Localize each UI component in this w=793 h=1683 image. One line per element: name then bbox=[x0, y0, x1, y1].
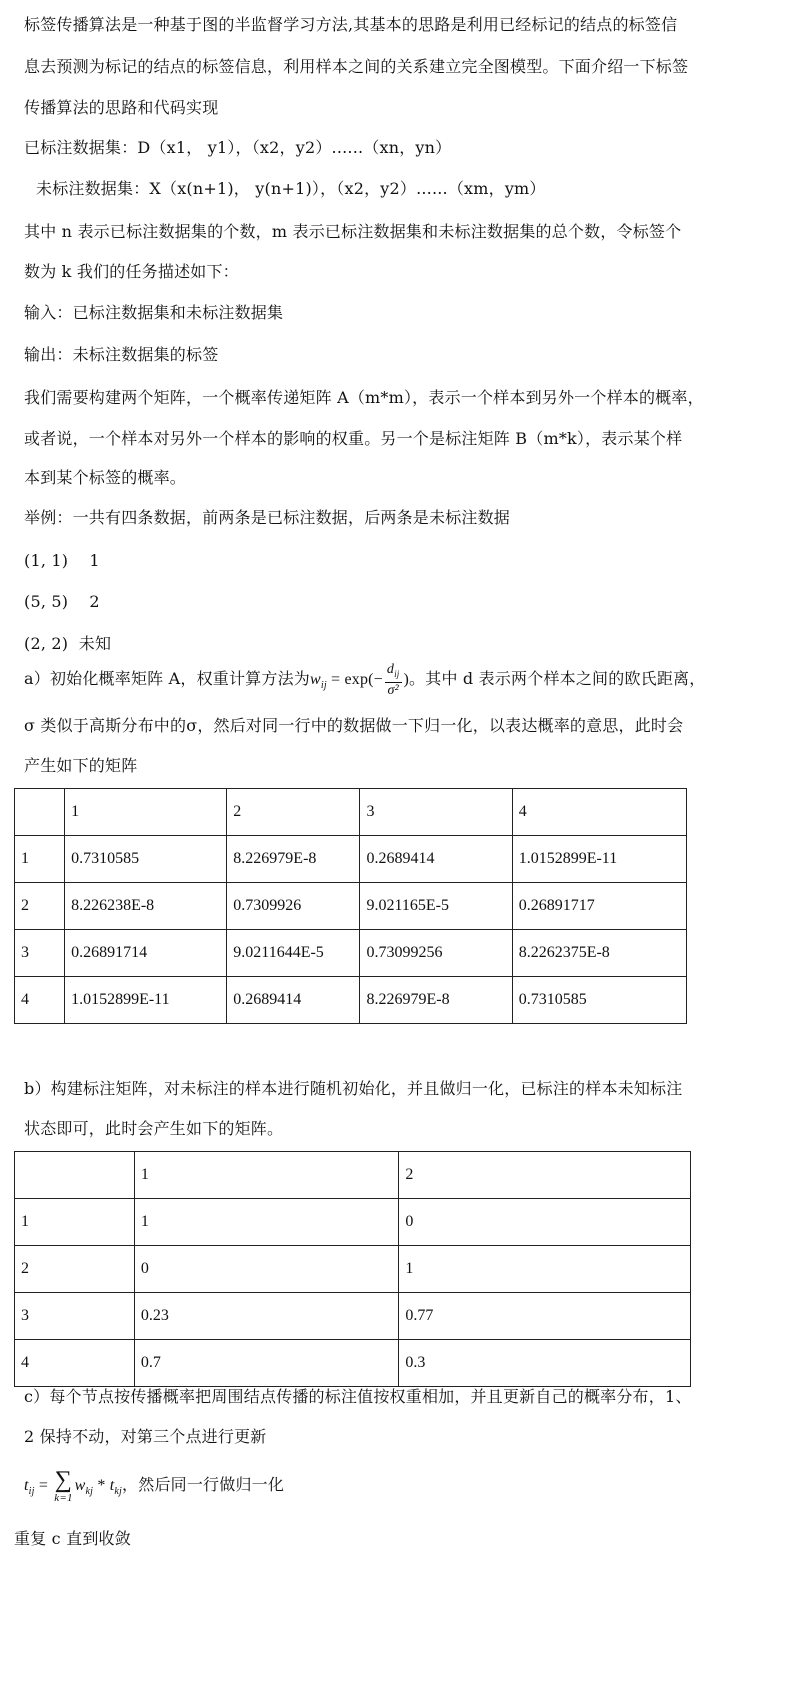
matrix-a-header-cell: 4 bbox=[512, 789, 686, 836]
matrix-a-cell: 8.2262375E-8 bbox=[512, 930, 686, 977]
matrix-b-cell: 2 bbox=[15, 1246, 135, 1293]
matrix-a-cell: 1.0152899E-11 bbox=[512, 836, 686, 883]
matrix-a-header-cell: 1 bbox=[65, 789, 227, 836]
data-point-2: (5, 5) 2 bbox=[24, 592, 100, 611]
matrix-b-cell: 1 bbox=[399, 1246, 691, 1293]
matrix-a-cell: 8.226238E-8 bbox=[65, 883, 227, 930]
matrix-b-cell: 1 bbox=[134, 1199, 399, 1246]
matrix-b-cell: 0.3 bbox=[399, 1340, 691, 1387]
step-c-line-2: 2 保持不动，对第三个点进行更新 bbox=[24, 1427, 267, 1446]
formula-denominator: σ² bbox=[387, 682, 399, 698]
matrix-b-cell: 4 bbox=[15, 1340, 135, 1387]
summation-sign: ∑ bbox=[54, 1467, 73, 1494]
matrix-a-cell: 0.2689414 bbox=[227, 977, 360, 1024]
matrix-a-cell: 0.26891717 bbox=[512, 883, 686, 930]
matrix-a-cell: 1.0152899E-11 bbox=[65, 977, 227, 1024]
formula-equals: = bbox=[34, 1477, 53, 1494]
formula-fraction bbox=[385, 662, 402, 699]
matrix-description-line-1: 我们需要构建两个矩阵，一个概率传递矩阵 A（m*m），表示一个样本到另外一个样本的概率， bbox=[24, 388, 704, 407]
matrix-b-row bbox=[15, 1293, 691, 1340]
formula-w-sub: ij bbox=[320, 680, 327, 692]
matrix-a-cell: 4 bbox=[15, 977, 65, 1024]
matrix-a-row bbox=[15, 930, 687, 977]
matrix-a-row bbox=[15, 836, 687, 883]
matrix-b-row bbox=[15, 1246, 691, 1293]
data-point-1: (1, 1) 1 bbox=[24, 551, 100, 570]
matrix-b-cell: 0.7 bbox=[134, 1340, 399, 1387]
matrix-b-cell: 0.77 bbox=[399, 1293, 691, 1340]
step-a-prefix: a）初始化概率矩阵 A，权重计算方法为 bbox=[24, 669, 310, 689]
labeled-dataset-line: 已标注数据集：D（x1， y1），（x2，y2）......（xn，yn） bbox=[24, 138, 452, 157]
matrix-a-cell: 1 bbox=[15, 836, 65, 883]
step-a-line-2: σ 类似于高斯分布中的σ，然后对同一行中的数据做一下归一化，以表达概率的意思，此时会 bbox=[24, 716, 684, 735]
update-formula bbox=[24, 1467, 123, 1505]
input-line: 输入：已标注数据集和未标注数据集 bbox=[24, 303, 284, 322]
matrix-a-cell: 0.2689414 bbox=[360, 836, 512, 883]
matrix-a-cell: 3 bbox=[15, 930, 65, 977]
formula-close: ) bbox=[403, 671, 410, 689]
formula-numerator-sub: ij bbox=[394, 668, 400, 679]
label-matrix-table bbox=[14, 1151, 691, 1387]
summation bbox=[54, 1468, 72, 1504]
matrix-b-cell: 3 bbox=[15, 1293, 135, 1340]
matrix-a-cell: 8.226979E-8 bbox=[360, 977, 512, 1024]
step-a-line-1 bbox=[24, 662, 705, 703]
step-b-line-2: 状态即可，此时会产生如下的矩阵。 bbox=[24, 1119, 284, 1138]
probability-matrix-table bbox=[14, 788, 687, 1024]
matrix-b-header-cell bbox=[15, 1152, 135, 1199]
matrix-a-row bbox=[15, 977, 687, 1024]
matrix-b-row bbox=[15, 1340, 691, 1387]
matrix-a-header-cell: 2 bbox=[227, 789, 360, 836]
matrix-description-line-2: 或者说，一个样本对另外一个样本的影响的权重。另一个是标注矩阵 B（m*k），表示某个样 bbox=[24, 429, 683, 448]
summation-sub: k=1 bbox=[54, 1492, 73, 1505]
matrix-a-cell: 0.26891714 bbox=[65, 930, 227, 977]
intro-line-3: 传播算法的思路和代码实现 bbox=[24, 98, 219, 117]
step-c-formula-line bbox=[24, 1462, 284, 1515]
matrix-a-header-cell bbox=[15, 789, 65, 836]
matrix-a-cell: 0.7309926 bbox=[227, 883, 360, 930]
formula-t-sub: ij bbox=[28, 1486, 35, 1498]
output-line: 输出：未标注数据集的标签 bbox=[24, 345, 219, 364]
unlabeled-dataset-line: 未标注数据集：X（x(n+1)， y(n+1)），（x2，y2）......（xm，ym） bbox=[36, 179, 546, 198]
formula-weight-sub: kj bbox=[85, 1486, 94, 1498]
formula-label: t bbox=[109, 1477, 115, 1494]
description-line-2: 数为 k 我们的任务描述如下： bbox=[24, 262, 239, 281]
matrix-b-header-row bbox=[15, 1152, 691, 1199]
matrix-a-cell: 0.7310585 bbox=[65, 836, 227, 883]
formula-numerator: d bbox=[386, 662, 395, 677]
matrix-a-header-row bbox=[15, 789, 687, 836]
weight-formula bbox=[309, 662, 410, 698]
intro-line-1: 标签传播算法是一种基于图的半监督学习方法,其基本的思路是利用已经标记的结点的标签信 bbox=[24, 15, 678, 34]
matrix-a-cell: 9.021165E-5 bbox=[360, 883, 512, 930]
formula-exp: = exp(− bbox=[326, 671, 383, 689]
formula-times: * bbox=[93, 1477, 110, 1494]
matrix-b-cell: 0.23 bbox=[134, 1293, 399, 1340]
step-c-formula-suffix: ，然后同一行做归一化 bbox=[122, 1475, 285, 1494]
formula-label-sub: kj bbox=[114, 1486, 123, 1498]
intro-line-2: 息去预测为标记的结点的标签信息，利用样本之间的关系建立完全图模型。下面介绍一下标签 bbox=[24, 57, 689, 76]
matrix-b-row bbox=[15, 1199, 691, 1246]
matrix-b-header-cell: 2 bbox=[399, 1152, 691, 1199]
formula-weight: w bbox=[74, 1477, 86, 1494]
example-line: 举例：一共有四条数据，前两条是已标注数据，后两条是未标注数据 bbox=[24, 508, 511, 527]
step-a-suffix: 。其中 d 表示两个样本之间的欧氏距离， bbox=[409, 669, 706, 689]
matrix-b-cell: 0 bbox=[134, 1246, 399, 1293]
matrix-b-cell: 1 bbox=[15, 1199, 135, 1246]
description-line-1: 其中 n 表示已标注数据集的个数，m 表示已标注数据集和未标注数据集的总个数，令标签个 bbox=[24, 222, 682, 241]
matrix-a-row bbox=[15, 883, 687, 930]
step-a-line-3: 产生如下的矩阵 bbox=[24, 756, 138, 775]
formula-t: t bbox=[24, 1477, 29, 1494]
data-point-3: (2, 2) 未知 bbox=[24, 634, 112, 653]
matrix-a-header-cell: 3 bbox=[360, 789, 512, 836]
formula-w: w bbox=[309, 671, 321, 689]
matrix-description-line-3: 本到某个标签的概率。 bbox=[24, 468, 187, 487]
matrix-a-cell: 8.226979E-8 bbox=[227, 836, 360, 883]
step-b-line-1: b）构建标注矩阵，对未标注的样本进行随机初始化，并且做归一化，已标注的样本未知标注 bbox=[24, 1079, 683, 1098]
repeat-line: 重复 c 直到收敛 bbox=[14, 1529, 131, 1548]
matrix-b-header-cell: 1 bbox=[134, 1152, 399, 1199]
matrix-a-cell: 0.7310585 bbox=[512, 977, 686, 1024]
step-c-line-1: c）每个节点按传播概率把周围结点传播的标注值按权重相加，并且更新自己的概率分布，1、 bbox=[24, 1387, 692, 1406]
matrix-a-cell: 0.73099256 bbox=[360, 930, 512, 977]
matrix-a-cell: 9.0211644E-5 bbox=[227, 930, 360, 977]
matrix-a-cell: 2 bbox=[15, 883, 65, 930]
matrix-b-cell: 0 bbox=[399, 1199, 691, 1246]
